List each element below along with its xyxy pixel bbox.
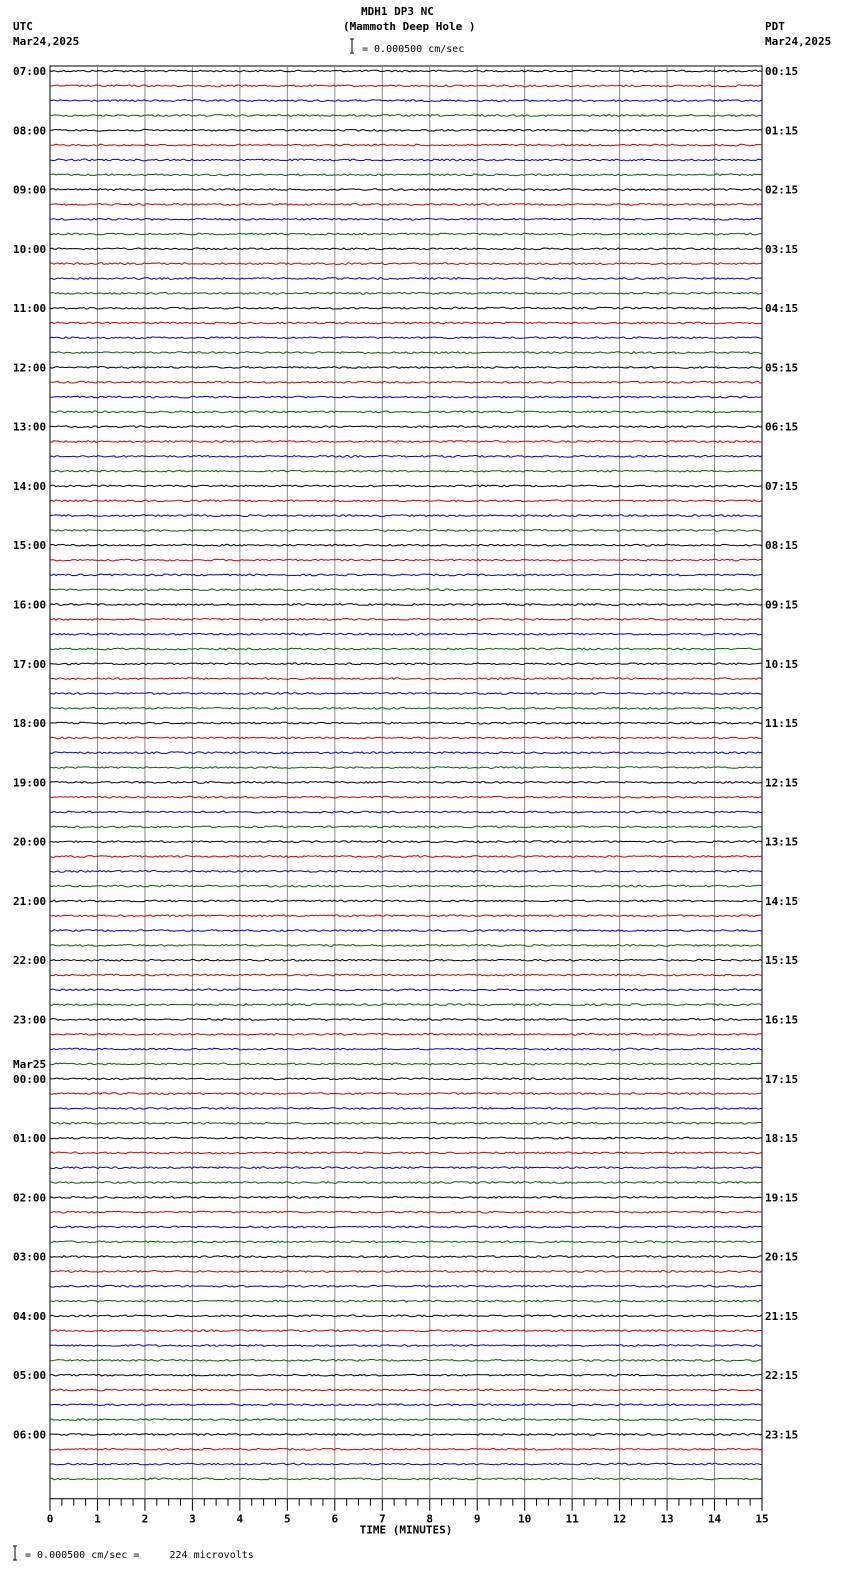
trace-line [50, 322, 762, 324]
trace-line [50, 455, 762, 457]
pdt-hour-label: 14:15 [765, 894, 799, 908]
trace-line [50, 159, 762, 161]
x-tick-label: 11 [565, 1512, 579, 1526]
utc-hour-label: 07:00 [13, 65, 47, 78]
pdt-hour-label: 16:15 [765, 1013, 799, 1027]
trace-line [50, 856, 762, 858]
utc-hour-label: 22:00 [13, 954, 47, 968]
utc-hour-label: 04:00 [13, 1309, 47, 1323]
trace-line [50, 574, 762, 576]
trace-line [50, 337, 762, 339]
site-subtitle: (Mammoth Deep Hole ) [343, 20, 476, 33]
trace-line [50, 1315, 762, 1317]
pdt-hour-label: 18:15 [765, 1132, 799, 1146]
trace-line [50, 1167, 762, 1169]
trace-line [50, 1463, 762, 1465]
trace-line [50, 1271, 762, 1273]
pdt-hour-label: 04:15 [765, 302, 799, 316]
trace-line [50, 1182, 762, 1184]
pdt-hour-label: 12:15 [765, 776, 799, 790]
pdt-hour-label: 15:15 [765, 954, 799, 968]
trace-line [50, 292, 762, 294]
pdt-hour-label: 17:15 [765, 1072, 799, 1086]
trace-line [50, 470, 762, 472]
trace-line [50, 500, 762, 502]
trace-line [50, 989, 762, 991]
trace-line [50, 678, 762, 680]
trace-line [50, 737, 762, 739]
x-tick-label: 14 [707, 1512, 722, 1526]
trace-line [50, 1448, 762, 1450]
trace-line [50, 1241, 762, 1243]
trace-line [50, 633, 762, 635]
pdt-hour-label: 19:15 [765, 1191, 799, 1205]
trace-line [50, 693, 762, 695]
trace-line [50, 1211, 762, 1213]
trace-line [50, 589, 762, 591]
trace-line [50, 1004, 762, 1006]
utc-hour-label: 13:00 [13, 420, 47, 434]
trace-line [50, 515, 762, 517]
pdt-hour-label: 05:15 [765, 361, 799, 375]
trace-line [50, 959, 762, 961]
x-tick-label: 4 [236, 1512, 244, 1526]
trace-line [50, 974, 762, 976]
trace-line [50, 1389, 762, 1391]
trace-line [50, 900, 762, 902]
x-tick-label: 6 [331, 1512, 339, 1526]
trace-line [50, 1345, 762, 1347]
trace-line [50, 767, 762, 769]
trace-line [50, 1285, 762, 1287]
x-tick-label: 13 [660, 1512, 674, 1526]
trace-line [50, 1078, 762, 1080]
trace-line [50, 782, 762, 784]
pdt-hour-label: 11:15 [765, 717, 799, 731]
x-tick-label: 3 [189, 1512, 196, 1526]
utc-hour-label: 12:00 [13, 361, 47, 375]
trace-line [50, 307, 762, 309]
utc-hour-label: 00:00 [13, 1072, 47, 1086]
utc-hour-label: 10:00 [13, 242, 47, 256]
x-tick-label: 0 [46, 1512, 54, 1526]
trace-line [50, 174, 762, 176]
x-tick-label: 15 [755, 1512, 769, 1526]
trace-line [50, 144, 762, 146]
trace-line [50, 218, 762, 220]
trace-line [50, 663, 762, 665]
trace-line [50, 752, 762, 754]
trace-line [50, 441, 762, 443]
trace-line [50, 1226, 762, 1228]
trace-line [50, 1374, 762, 1376]
trace-line [50, 411, 762, 413]
trace-line [50, 189, 762, 191]
utc-hour-label: 16:00 [13, 598, 47, 612]
pdt-hour-label: 07:15 [765, 479, 799, 493]
utc-hour-label: 18:00 [13, 717, 47, 731]
utc-hour-label: 08:00 [13, 124, 47, 138]
pdt-hour-label: 06:15 [765, 420, 799, 434]
utc-hour-label: 09:00 [13, 183, 47, 197]
utc-hour-label: 19:00 [13, 776, 47, 790]
trace-line [50, 915, 762, 917]
trace-line [50, 796, 762, 798]
trace-line [50, 1434, 762, 1436]
trace-line [50, 1419, 762, 1421]
trace-line [50, 426, 762, 428]
trace-line [50, 648, 762, 650]
utc-hour-label: 06:00 [13, 1428, 47, 1442]
utc-hour-label: 01:00 [13, 1132, 47, 1146]
x-tick-label: 12 [612, 1512, 627, 1526]
pdt-hour-label: 00:15 [765, 65, 799, 78]
trace-line [50, 1122, 762, 1124]
trace-line [50, 381, 762, 383]
trace-line [50, 1359, 762, 1361]
x-tick-label: 2 [141, 1512, 149, 1526]
trace-line [50, 485, 762, 487]
trace-line [50, 248, 762, 250]
scale-label: = 0.000500 cm/sec [362, 44, 465, 55]
utc-hour-label: 21:00 [13, 894, 47, 908]
trace-line [50, 100, 762, 102]
pdt-hour-label: 22:15 [765, 1369, 799, 1383]
trace-line [50, 604, 762, 606]
trace-line [50, 85, 762, 87]
right-date: Mar24,2025 [765, 35, 832, 48]
utc-hour-label: 17:00 [13, 657, 47, 671]
trace-line [50, 1196, 762, 1198]
x-tick-label: 8 [426, 1512, 434, 1526]
x-tick-label: 5 [284, 1512, 291, 1526]
trace-line [50, 826, 762, 828]
trace-line [50, 841, 762, 843]
pdt-hour-label: 21:15 [765, 1309, 799, 1323]
trace-line [50, 1137, 762, 1139]
trace-line [50, 1152, 762, 1154]
trace-line [50, 930, 762, 932]
utc-hour-label: 20:00 [13, 835, 47, 849]
x-axis-title: TIME (MINUTES) [359, 1523, 453, 1537]
trace-line [50, 945, 762, 947]
trace-line [50, 559, 762, 561]
trace-line [50, 115, 762, 117]
utc-hour-label: 14:00 [13, 479, 47, 493]
trace-line [50, 1330, 762, 1332]
pdt-hour-label: 10:15 [765, 657, 799, 671]
trace-line [50, 885, 762, 887]
x-tick-label: 1 [94, 1512, 101, 1526]
trace-line [50, 1063, 762, 1065]
trace-line [50, 352, 762, 354]
trace-line [50, 1019, 762, 1021]
trace-line [50, 530, 762, 532]
utc-hour-label: 03:00 [13, 1250, 47, 1264]
left-timezone: UTC [13, 20, 33, 33]
trace-line [50, 367, 762, 369]
trace-line [50, 263, 762, 265]
trace-line [50, 619, 762, 621]
trace-line [50, 1033, 762, 1035]
trace-line [50, 1404, 762, 1406]
pdt-hour-label: 09:15 [765, 598, 799, 612]
x-tick-label: 10 [518, 1512, 532, 1526]
station-title: MDH1 DP3 NC [361, 5, 434, 18]
pdt-hour-label: 23:15 [765, 1428, 799, 1442]
utc-hour-label: 11:00 [13, 302, 47, 316]
trace-line [50, 707, 762, 709]
footer-scale-label: = 0.000500 cm/sec = 224 microvolts [25, 1550, 254, 1561]
utc-hour-label: 05:00 [13, 1369, 47, 1383]
trace-line [50, 1048, 762, 1050]
x-tick-label: 9 [473, 1512, 481, 1526]
trace-line [50, 70, 762, 72]
utc-hour-label: 02:00 [13, 1191, 47, 1205]
trace-line [50, 811, 762, 813]
left-date: Mar24,2025 [13, 35, 80, 48]
utc-hour-label: 23:00 [13, 1013, 47, 1027]
pdt-hour-label: 02:15 [765, 183, 799, 197]
trace-line [50, 396, 762, 398]
date-change-label: Mar25 [13, 1057, 47, 1071]
trace-line [50, 1478, 762, 1480]
trace-line [50, 278, 762, 280]
trace-line [50, 1093, 762, 1095]
trace-line [50, 870, 762, 872]
trace-line [50, 1108, 762, 1110]
trace-line [50, 129, 762, 131]
trace-line [50, 544, 762, 546]
utc-hour-label: 15:00 [13, 539, 47, 553]
pdt-hour-label: 01:15 [765, 124, 799, 138]
trace-line [50, 1256, 762, 1258]
trace-line [50, 204, 762, 206]
trace-line [50, 1300, 762, 1302]
right-timezone: PDT [765, 20, 785, 33]
pdt-hour-label: 03:15 [765, 242, 799, 256]
trace-line [50, 233, 762, 235]
x-tick-label: 7 [378, 1512, 386, 1526]
pdt-hour-label: 13:15 [765, 835, 799, 849]
trace-line [50, 722, 762, 724]
pdt-hour-label: 20:15 [765, 1250, 799, 1264]
pdt-hour-label: 08:15 [765, 539, 799, 553]
